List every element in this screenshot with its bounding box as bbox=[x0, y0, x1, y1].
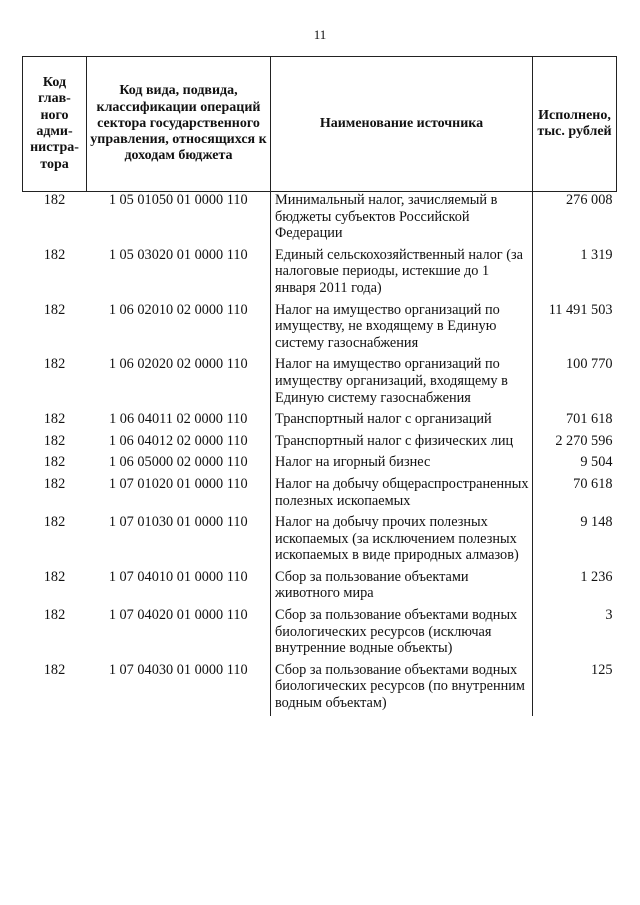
cell-name: Транспортный налог с физических лиц bbox=[271, 432, 533, 454]
cell-code: 1 06 02020 02 0000 110 bbox=[108, 356, 248, 373]
cell-code: 1 05 01050 01 0000 110 bbox=[108, 192, 248, 208]
cell-name: Сбор за пользование объектами животного мира bbox=[271, 568, 533, 606]
cell-admin: 182 bbox=[43, 246, 66, 263]
cell-name: Налог на добычу общераспространенных полезных ископаемых bbox=[271, 475, 533, 513]
cell-amount: 1 319 bbox=[580, 246, 613, 263]
table-row bbox=[23, 301, 617, 356]
cell-amount: 125 bbox=[591, 661, 613, 678]
cell-code: 1 07 04020 01 0000 110 bbox=[108, 607, 248, 624]
cell-admin: 182 bbox=[43, 432, 66, 449]
cell-amount: 1 236 bbox=[580, 568, 613, 585]
table-row bbox=[23, 192, 617, 246]
cell-code: 1 07 04030 01 0000 110 bbox=[108, 661, 248, 678]
table-row bbox=[23, 432, 617, 454]
cell-admin: 182 bbox=[43, 475, 66, 492]
budget-revenue-table bbox=[22, 56, 617, 716]
cell-admin: 182 bbox=[43, 568, 66, 585]
cell-amount: 9 148 bbox=[580, 514, 613, 531]
cell-amount: 9 504 bbox=[580, 454, 613, 471]
header-classification-code: Код вида, подвида, классификации операций сектора государственного управления, относящихся к доходам бюджета bbox=[87, 57, 271, 192]
table-row bbox=[23, 453, 617, 475]
cell-admin: 182 bbox=[43, 192, 66, 208]
cell-admin: 182 bbox=[43, 454, 66, 471]
cell-name: Минимальный налог, зачисляемый в бюджеты субъектов Российской Федерации bbox=[271, 192, 533, 246]
cell-code: 1 06 04011 02 0000 110 bbox=[109, 411, 248, 428]
cell-amount: 3 bbox=[605, 607, 613, 624]
cell-admin: 182 bbox=[43, 514, 66, 531]
table-row bbox=[23, 661, 617, 716]
cell-amount: 701 618 bbox=[566, 411, 613, 428]
cell-amount: 100 770 bbox=[566, 356, 613, 373]
table-header bbox=[23, 57, 617, 192]
cell-code: 1 05 03020 01 0000 110 bbox=[108, 246, 248, 263]
cell-amount: 276 008 bbox=[566, 192, 613, 208]
cell-name: Налог на имущество организаций по имуществу организаций, входящему в Единую систему газоснабжения bbox=[271, 355, 533, 410]
cell-name: Налог на добычу прочих полезных ископаемых (за исключением полезных ископаемых в виде природных алмазов) bbox=[271, 513, 533, 568]
header-source-name: Наименование источника bbox=[271, 57, 533, 192]
table-row bbox=[23, 475, 617, 513]
table-row bbox=[23, 606, 617, 661]
cell-code: 1 07 01030 01 0000 110 bbox=[108, 514, 248, 531]
cell-amount: 11 491 503 bbox=[548, 301, 613, 318]
table-row bbox=[23, 355, 617, 410]
header-admin-code: Код глав- ного адми- нистра- тора bbox=[23, 57, 87, 192]
cell-admin: 182 bbox=[43, 411, 66, 428]
cell-name: Транспортный налог с организаций bbox=[271, 410, 533, 432]
cell-amount: 2 270 596 bbox=[555, 432, 613, 449]
page-number: 11 bbox=[313, 27, 327, 42]
cell-admin: 182 bbox=[43, 356, 66, 373]
cell-amount: 70 618 bbox=[573, 475, 613, 492]
cell-admin: 182 bbox=[43, 301, 66, 318]
header-amount: Исполнено, тыс. рублей bbox=[533, 57, 617, 192]
cell-admin: 182 bbox=[43, 607, 66, 624]
cell-code: 1 06 05000 02 0000 110 bbox=[108, 454, 248, 471]
cell-name: Сбор за пользование объектами водных биологических ресурсов (исключая внутренние водные объекты) bbox=[271, 606, 533, 661]
cell-code: 1 06 04012 02 0000 110 bbox=[108, 432, 248, 449]
table-body bbox=[23, 192, 617, 716]
cell-code: 1 07 01020 01 0000 110 bbox=[108, 475, 248, 492]
cell-code: 1 07 04010 01 0000 110 bbox=[108, 568, 248, 585]
table-row bbox=[23, 410, 617, 432]
cell-name: Единый сельскохозяйственный налог (за налоговые периоды, истекшие до 1 января 2011 года) bbox=[271, 246, 533, 301]
cell-name: Налог на имущество организаций по имуществу, не входящему в Единую систему газоснабжения bbox=[271, 301, 533, 356]
cell-code: 1 06 02010 02 0000 110 bbox=[108, 301, 248, 318]
table-row bbox=[23, 568, 617, 606]
cell-name: Налог на игорный бизнес bbox=[271, 453, 533, 475]
cell-admin: 182 bbox=[43, 661, 66, 678]
table-row bbox=[23, 246, 617, 301]
table-row bbox=[23, 513, 617, 568]
budget-table-container bbox=[22, 56, 616, 716]
cell-name: Сбор за пользование объектами водных биологических ресурсов (по внутренним водным объектам) bbox=[271, 661, 533, 716]
